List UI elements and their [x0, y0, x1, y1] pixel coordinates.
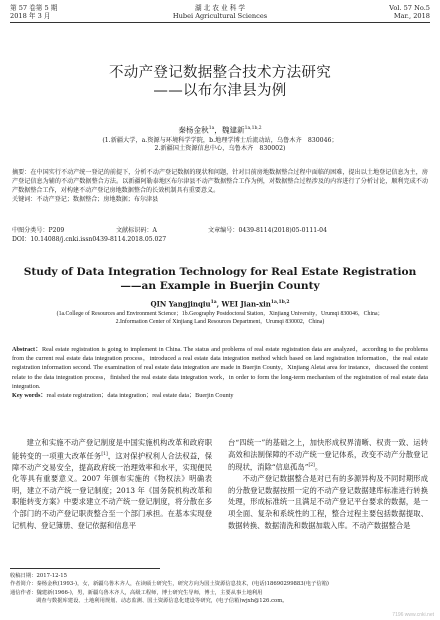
- title-zh-line1: 不动产登记数据整合技术方法研究: [109, 65, 331, 81]
- keywords-zh-label: 关键词：: [12, 196, 37, 203]
- abstract-en-label: Abstract：: [12, 346, 43, 353]
- keywords-en-label: Key words：: [12, 392, 47, 400]
- abstract-en-text: Real estate registration is going to implement in China. The status and problems of real estate registration data are analyzed，according to the problems from the current real estate data integration process，introduced a real estate data integration method which based on land registration information，the real estate registration information second. The examination of real estate data integration are made in Buerjin County，Xinjiang Aletai area for instance，discussed the content relate to the data integration process，finished the real estate data integration work，in order to form the long-term mechanism of the registration of real estate data integration.: [12, 346, 428, 390]
- abstract-zh: [12, 168, 428, 204]
- affiliations-en: (1a.College of Resources and Environment Science；1b.Geography Postdoctoral Station，Xinjiang University，Urumqi 830046，China； 2.Information Center of Xinjiang Land Resources Department，Urumqi 830002，China): [56, 311, 384, 325]
- watermark: 7196 www.cnki.net: [392, 612, 434, 618]
- footnote-author-bio: 作者简介：秦杨金秋(1993-)，女，新疆乌鲁木齐人，在读硕士研究生，研究方向为国土资源信息技术，(电话)18690299883(电子信箱): [10, 581, 329, 588]
- header-volume-en: Vol. 57 No.5 Mar., 2018: [389, 4, 430, 20]
- authors-en: QIN Yangjinqiu$^{1a}$, WEI Jian-xin$^{1a,1b,2}$: [150, 299, 290, 309]
- footnote-rule: [10, 568, 160, 569]
- document-code: 文献标识码：A: [116, 227, 157, 234]
- citation-2: [2]: [308, 463, 315, 469]
- abstract-zh-text: 在中国实行不动产统一登记的前提下，分析不动产登记数据的现状和问题，针对目前房地数据整合过程中面临的困难，提出以土地登记信息为主，房产登记信息为辅的不动产数据整合方法。以新疆阿勒泰地区布尔津县不动产数据整合工作为例，对数据整合过程涉及的内容进行了分析讨论，顺利完成不动产数据整合工作，对构建不动产登记房地数据整合的长效机制具有重要意义。: [12, 169, 429, 194]
- footnote-corresponding-cont: 调查与数据库建设、土地利用规划、动态监测、国土资源信息化建设等研究，(电子信箱)wjxh@126.com。: [36, 598, 288, 605]
- keywords-en-text: real estate registration；data integration；real estate data；Buerjin County: [46, 392, 234, 400]
- header-volume-issue: 第 57 卷第 5 期 2018 年 3 月: [10, 4, 58, 20]
- header-journal-name: 湖 北 农 业 科 学 Hubei Agricultural Sciences: [172, 4, 268, 20]
- title-zh-line2: ——以布尔津县为例: [153, 83, 287, 99]
- title-en-line2: ——an Example in Buerjin County: [120, 280, 320, 292]
- affiliations-zh: (1.新疆大学，a.资源与环境科学学院，b.地理学博士后流动站，乌鲁木齐 830046； 2.新疆国土资源信息中心，乌鲁木齐 830002): [102, 137, 338, 152]
- body-column-left: 建立和实施不动产登记制度是中国实施机构改革和政府职能转变的一项重大改革任务[1]，这对保护权利人合法权益，保障不动产交易安全，提高政府统一治理效率和水平，实现便民化等具有重要意义。2007 年颁布实施的《物权法》明确表明，建立不动产统一登记制度；2013 年《国务院机构改革和职能转变方案》中要求建立不动产统一登记制度，将分散在多个部门的不动产登记职责整合至一个部门承担。在基本实现登记机构、登记簿册、登记依据和信息平: [12, 438, 213, 530]
- title-zh: [0, 64, 440, 100]
- authors-zh: 秦杨金秋$^{1a}$，魏建新$^{1a,1b,2}$: [178, 125, 262, 135]
- citation-1: [1]: [101, 451, 108, 457]
- title-en-line1: Study of Data Integration Technology for Real Estate Registration: [23, 266, 417, 278]
- article-id: 文章编号：0439-8114(2018)05-0111-04: [208, 227, 327, 234]
- abstract-zh-label: 摘要：: [12, 169, 31, 176]
- keywords-zh-text: 不动产登记；数据整合；房地数据；布尔津县: [36, 196, 159, 203]
- doi: DOI：10.14088/j.cnki.issn0439-8114.2018.05.027: [12, 236, 167, 243]
- body-column-right: 台“四统一”的基础之上，加快形成权界清晰、权责一致、运转高效和法制保障的不动产统一登记体系，改变不动产分散登记的现状，消除“信息孤岛”[2]。 不动产登记数据整合是对已有的多源异构及不同时期形成的分散登记数据按照一定的不动产登记数据建库标准进行转换处理，形成标准统一且满足不动产登记平台要求的数据，是一项全面、复杂和系统性的工程，整合过程主要包括数据提取、数据转换、数据清洗和数据加载入库。不动产数据整合是: [228, 438, 428, 530]
- footnotes: [10, 572, 430, 606]
- clc-number: 中图分类号：P209: [12, 227, 65, 234]
- footnote-received: 收稿日期：2017-12-15: [10, 573, 68, 579]
- header-rule: [10, 22, 430, 23]
- footnote-corresponding: 通信作者：魏建新(1966-)，男，新疆乌鲁木齐人，高级工程师，博士研究生导师，博士，主要从事土地利用: [10, 589, 263, 596]
- title-en: [0, 265, 440, 293]
- abstract-en: [12, 345, 428, 400]
